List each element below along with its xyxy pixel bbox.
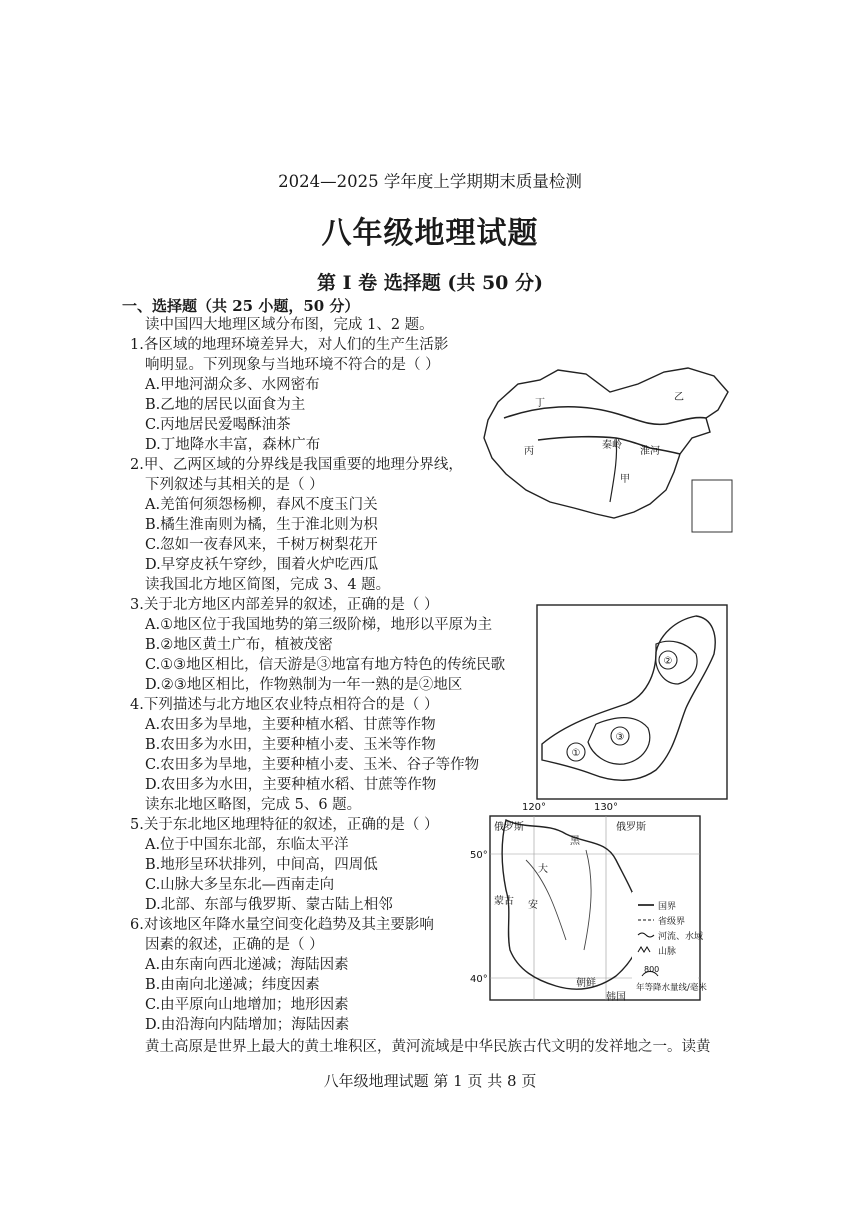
region-1-label: ①	[571, 748, 581, 759]
lat-40-label: 40°	[470, 974, 488, 985]
exam-subtitle: 2024—2025 学年度上学期期末质量检测	[278, 172, 582, 191]
an-label: 安	[528, 900, 538, 911]
answer-option: C.山脉大多呈东北—西南走向	[145, 877, 335, 893]
north-korea-label: 朝鲜	[576, 978, 596, 989]
china-regions-map	[478, 362, 740, 540]
north-china-map	[536, 604, 728, 800]
region-3-label: ③	[615, 732, 625, 743]
mongolia-label: 蒙古	[494, 896, 514, 907]
answer-option: B.②地区黄土广布，植被茂密	[145, 637, 333, 653]
answer-option: A.①地区位于我国地势的第三级阶梯，地形以平原为主	[145, 617, 493, 633]
qinling-label: 秦岭	[602, 440, 622, 451]
region-ding-label: 丁	[535, 398, 545, 409]
legend-river: 河流、水域	[658, 932, 704, 942]
lon-130-label: 130°	[593, 802, 619, 813]
da-label: 大	[538, 864, 548, 875]
reading-passage: 黄土高原是世界上最大的黄土堆积区，黄河流域是中华民族古代文明的发祥地之一。读黄	[145, 1039, 711, 1055]
lat-50-label: 50°	[470, 850, 488, 861]
northeast-china-map	[466, 800, 742, 1018]
exam-title: 八年级地理试题	[321, 216, 539, 251]
answer-option: C.①③地区相比，信天游是③地富有地方特色的传统民歌	[145, 657, 506, 673]
part-heading: 一、选择题（共 25 小题，50 分）	[122, 297, 360, 315]
answer-option: B.橘生淮南则为橘，生于淮北则为枳	[145, 517, 378, 533]
legend-isohyet: 年等降水量线/毫米	[636, 983, 707, 993]
question-stem: 响明显。下列现象与当地环境不符合的是（ ）	[145, 357, 440, 373]
answer-option: B.乙地的居民以面食为主	[145, 397, 306, 413]
south-korea-label: 韩国	[606, 992, 626, 1003]
question-stem: 因素的叙述，正确的是（ ）	[145, 937, 324, 953]
answer-option: C.丙地居民爱喝酥油茶	[145, 417, 291, 433]
russia-west-label: 俄罗斯	[494, 822, 524, 833]
question-stem: 3.关于北方地区内部差异的叙述，正确的是（ ）	[130, 597, 439, 613]
question-stem: 2.甲、乙两区域的分界线是我国重要的地理分界线，	[130, 457, 463, 473]
region-bing-label: 丙	[524, 446, 534, 457]
answer-option: A.位于中国东北部，东临太平洋	[145, 837, 349, 853]
answer-option: A.由东南向西北递减；海陆因素	[145, 957, 349, 973]
legend-mountain: 山脉	[658, 947, 677, 957]
answer-option: C.农田多为旱地，主要种植小麦、玉米、谷子等作物	[145, 757, 480, 773]
section-title: 第 I 卷 选择题 (共 50 分)	[317, 272, 543, 294]
answer-option: A.甲地河湖众多、水网密布	[145, 377, 320, 393]
region-2-label: ②	[663, 656, 673, 667]
answer-option: B.地形呈环状排列，中间高，四周低	[145, 857, 378, 873]
hei-label: 黑	[570, 836, 580, 847]
intro-line: 读我国北方地区简图，完成 3、4 题。	[145, 577, 391, 593]
huaihe-label: 淮河	[640, 446, 660, 457]
answer-option: D.早穿皮袄午穿纱，围着火炉吃西瓜	[145, 557, 379, 573]
answer-option: D.丁地降水丰富，森林广布	[145, 437, 321, 453]
legend-border: 国界	[658, 902, 677, 912]
question-stem: 下列叙述与其相关的是（ ）	[145, 477, 324, 493]
answer-option: C.忽如一夜春风来，千树万树梨花开	[145, 537, 378, 553]
answer-option: D.②③地区相比，作物熟制为一年一熟的是②地区	[145, 677, 463, 693]
question-stem: 1.各区域的地理环境差异大，对人们的生产生活影	[130, 337, 449, 353]
intro-line: 读东北地区略图，完成 5、6 题。	[145, 797, 362, 813]
answer-option: D.北部、东部与俄罗斯、蒙古陆上相邻	[145, 897, 393, 913]
lon-120-label: 120°	[521, 802, 547, 813]
legend-province: 省级界	[658, 917, 686, 927]
answer-option: A.农田多为旱地，主要种植水稻、甘蔗等作物	[145, 717, 436, 733]
isohyet-value: 800	[644, 965, 660, 974]
region-jia-label: 甲	[620, 474, 630, 485]
answer-option: D.农田多为水田，主要种植水稻、甘蔗等作物	[145, 777, 437, 793]
page-footer: 八年级地理试题 第 1 页 共 8 页	[323, 1072, 537, 1090]
answer-option: D.由沿海向内陆增加；海陆因素	[145, 1017, 350, 1033]
question-stem: 4.下列描述与北方地区农业特点相符合的是（ ）	[130, 697, 439, 713]
region-yi-label: 乙	[674, 392, 684, 403]
answer-option: B.农田多为水田，主要种植小麦、玉米等作物	[145, 737, 436, 753]
question-stem: 5.关于东北地区地理特征的叙述，正确的是（ ）	[130, 817, 439, 833]
russia-east-label: 俄罗斯	[616, 822, 646, 833]
answer-option: B.由南向北递减；纬度因素	[145, 977, 320, 993]
answer-option: A.羌笛何须怨杨柳，春风不度玉门关	[145, 497, 378, 513]
answer-option: C.由平原向山地增加；地形因素	[145, 997, 349, 1013]
question-stem: 6.对该地区年降水量空间变化趋势及其主要影响	[130, 917, 434, 933]
intro-line: 读中国四大地理区域分布图，完成 1、2 题。	[145, 317, 434, 333]
